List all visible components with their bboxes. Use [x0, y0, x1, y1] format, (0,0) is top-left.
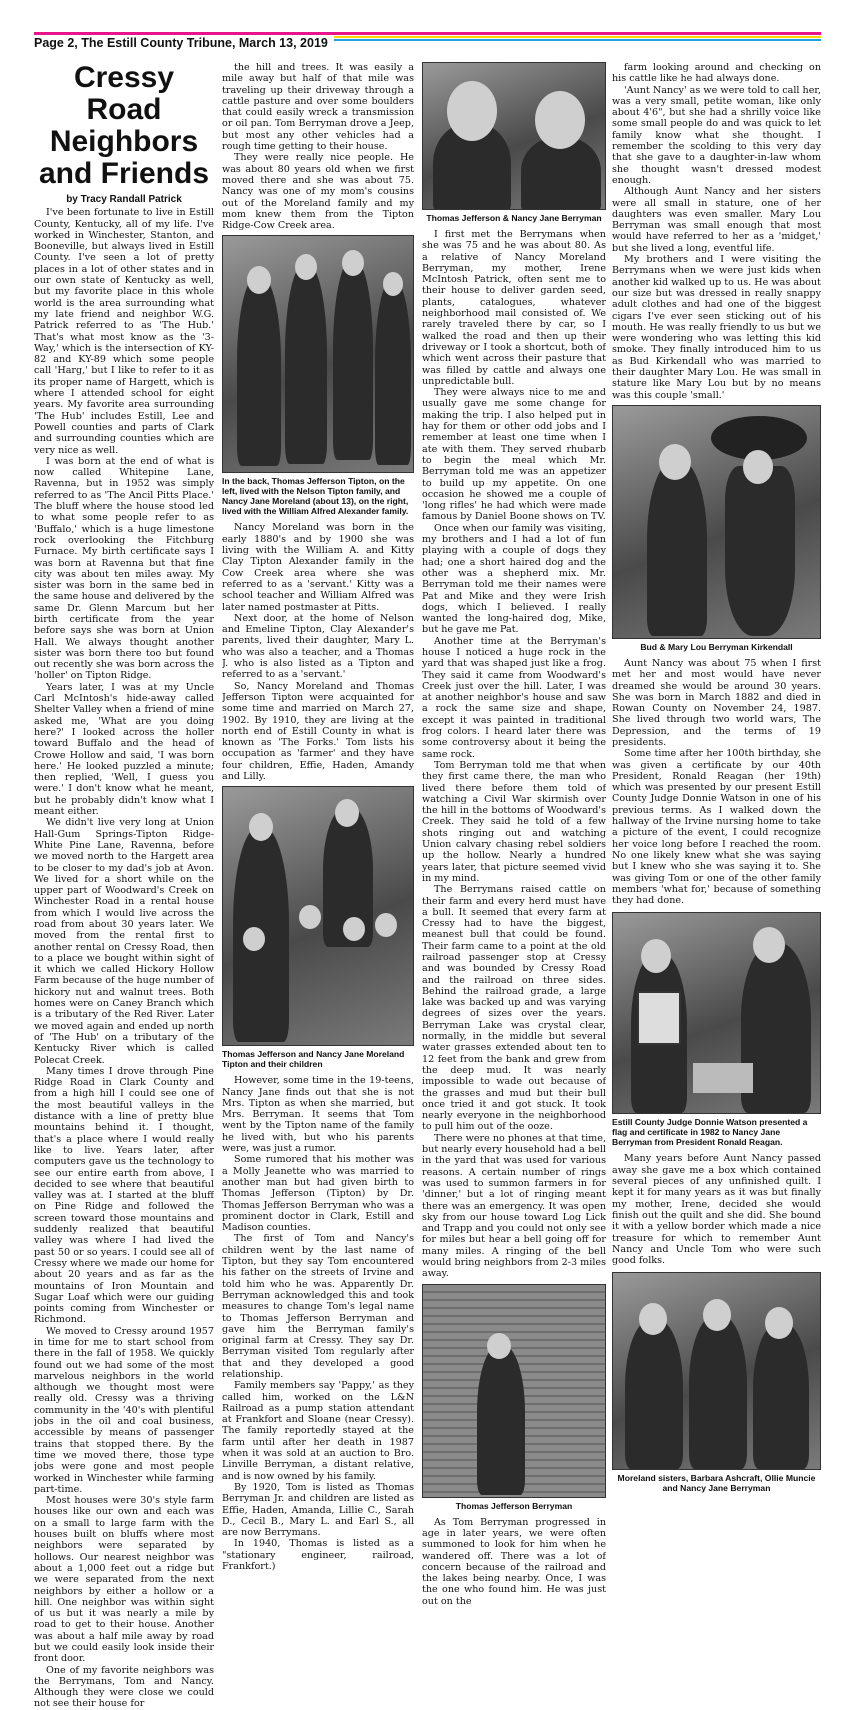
paragraph: 'Aunt Nancy' as we were told to call her, was a very small, petite woman, like only about 4'6", but she had a shrilly voice like some small people do and was quick to let family know what she thought. I remember the scolding to this very day that she gave to a daughter-in-law whom she thought wasn't dressed modest enough.	[612, 84, 821, 186]
paragraph: Nancy Moreland was born in the early 1880's and by 1900 she was living with the William A. and Kitty Clay Tipton Alexander family in the Cow Creek area where she was referred to as a 'servant.' Kitty was a school teacher and William Alfred was later named postmaster at Pitts.	[222, 522, 414, 613]
column-2-body-b	[222, 522, 414, 782]
paragraph: Years later, I was at my Uncle Carl McIntosh's hide-away called Shelter Valley when a friend of mine asked me, 'What are you doing here?' I looked across the holler toward Buffalo and the head of Crowe Hollow and said, 'I was born here.' He looked puzzled a minute; then replied, 'Well, I guess you were.' I don't know what he meant, but he probably didn't know what I meant either.	[34, 681, 214, 818]
photo-tipton-family-children	[222, 786, 414, 1046]
paragraph: So, Nancy Moreland and Thomas Jefferson Tipton were acquainted for some time and married on March 27, 1902. By 1910, they are living at the north end of Estill County in what is known as 'The Forks.' Tom lists his occupation as 'farmer' and they have four children, Effie, Haden, Amandy and Lilly.	[222, 680, 414, 782]
paragraph: Aunt Nancy was about 75 when I first met her and most would have never dreamed she would be around 30 years. She was born in March 1882 and died in Rowan County on November 24, 1987. She lived through two world wars, The Depression, and the terms of 19 presidents.	[612, 657, 821, 748]
photo-bud-mary-lou	[612, 405, 821, 639]
paragraph: I first met the Berrymans when she was 75 and he was about 80. As a relative of Nancy Moreland Berryman, my mother, Irene McIntosh Patrick, often sent me to their house to deliver garden seed, plants, catalogues, whatever neighborhood mail consisted of. We rarely traveled there by car, so I walked the road and then up their driveway or I took a shortcut, both of which went across their pasture that was filled by cattle and always one unpredictable bull.	[422, 229, 606, 387]
paragraph: Many years before Aunt Nancy passed away she gave me a box which contained several pieces of any unfinished quilt. I kept it for many years as it was but finally my mother, Irene, decided she would finish out the quilt and she did. She bound it with a yellow border which made a nice treasure for which to remember Aunt Nancy and Uncle Tom who were such good folks.	[612, 1153, 821, 1267]
paragraph: The first of Tom and Nancy's children went by the last name of Tipton, but they say Tom encountered his father on the streets of Irvine and told him who he was. Apparently Dr. Berryman acknowledged this and took measures to change Tom's legal name to Thomas Jefferson Berryman and gave him the Berryman family's original farm at Cressy. They say Dr. Berryman visited Tom regularly after that and they developed a good relationship.	[222, 1233, 414, 1380]
paragraph: Once when our family was visiting, my brothers and I had a lot of fun playing with a couple of dogs they had; one a short haired dog and the other was a shepherd mix. Mr. Berryman told me their names were Pat and Mike and they were Irish dogs, which I believed. I really wanted the long-haired dog, Mike, but he gave me Pat.	[422, 522, 606, 636]
caption-thomas-berryman: Thomas Jefferson Berryman	[455, 1500, 573, 1511]
caption-moreland-sisters: Moreland sisters, Barbara Ashcraft, Ollie Muncie and Nancy Jane Berryman	[617, 1473, 816, 1494]
header-rule-magenta	[34, 32, 821, 35]
photo-tipton-moreland-group	[222, 235, 414, 473]
paragraph: Most houses were 30's style farm houses like our own and each was on a small to large farm with the houses built on bluffs where most neighbors were separated by hollows. Our nearest neighbor was about a 1,000 feet out a ridge but we were separated from the next neighbors by either a hollow or a hill. One neighbor was within sight of us but it was nearly a mile by road to get to their house. Another was about a half mile away by road but we could easily look inside their front door.	[34, 1495, 214, 1665]
caption-tipton-moreland: In the back, Thomas Jefferson Tipton, on the left, lived with the Nelson Tipton family, and Nancy Jane Moreland (about 13), on the right, lived with the William Alfred Alexander family.	[222, 476, 409, 517]
caption-tipton-children: Thomas Jefferson and Nancy Jane Moreland Tipton and their children	[222, 1049, 405, 1070]
page-header	[34, 30, 821, 52]
paragraph: I've been fortunate to live in Estill County, Kentucky, all of my life. I've worked in Winchester, Stanton, and Booneville, but always lived in Estill County. I've seen a lot of pretty places in a lot of other states and in our own state of Kentucky as well, but my favorite place in this whole world is the area surrounding what my late friend and neighbor W.G. Patrick referred to as 'The Hub.' That's what most know as the '3-Way,' which is the intersection of KY-82 and KY-89 which some people call 'Harg,' but I like to refer to it as its proper name of Hargett, which is where I attended school for eight years. My favorite area surrounding 'The Hub' includes Estill, Lee and Powell counties and parts of Clark and surrounding counties which are very nice as well.	[34, 207, 214, 456]
byline: by Tracy Randall Patrick	[66, 194, 182, 205]
column-3	[422, 62, 606, 1607]
paragraph: We didn't live very long at Union Hall-Gum Springs-Tipton Ridge-White Pine Lane, Ravenna, before we moved north to the Hargett area to be closer to my dad's job at Avon. We lived for a short while on the upper part of Woodward's Creek on Winchester Road in a rental house from which I would live across the road from about 30 years later. We moved from the rental first to another rental on Cressy Road, then to a place we bought within sight of it which we called Hickory Hollow Farm because of the huge number of hickory nut and walnut trees. Both homes were on Caney Branch which is a tributary of the Red River. Later we moved again and ended up north of 'The Hub' on a tributary of the Kentucky River which is called Polecat Creek.	[34, 817, 214, 1066]
column-1-body	[34, 207, 214, 1709]
header-text: Page 2, The Estill County Tribune, March 13, 2019	[34, 36, 334, 50]
photo-thomas-berryman-house	[422, 1284, 606, 1498]
column-4-body-c	[612, 1153, 821, 1266]
paragraph: The Berrymans raised cattle on their farm and every herd must have a bull. It seemed that every farm at Cressy had to have the biggest, meanest bull that could be found. Their farm came to a point at the old railroad passenger stop at Cressy and was bounded by Cressy Road and the railroad on three sides. Behind the railroad grade, a large lake was backed up and was varying degrees of sizes over the years. Berryman Lake was crystal clear, normally, in the middle but several water grasses extended about ten to 12 feet from the bank and grew from the deep mud. It was nearly impossible to wade out because of the grasses and mud but their bull once tried it and got stuck. It took nearly everyone in the neighborhood to pull him out of the ooze.	[422, 884, 606, 1133]
paragraph: They were really nice people. He was about 80 years old when we first moved there and she was about 75. Nancy was one of my mom's cousins out of the Moreland family and my mom knew them from the Tipton Ridge-Cow Creek area.	[222, 152, 414, 232]
article-title: Cressy Road Neighbors and Friends	[38, 62, 210, 190]
paragraph: Family members say 'Pappy,' as they called him, worked on the L&N Railroad as a pump station attendant at Frankfort and Sloane (near Cressy). The family reportedly stayed at the farm until after her death in 1987 when it was sold at an auction to Bro. Linville Berryman, a distant relative, and is now owned by his family.	[222, 1380, 414, 1482]
column-1	[34, 62, 214, 1710]
caption-thomas-nancy: Thomas Jefferson & Nancy Jane Berryman	[426, 213, 602, 223]
paragraph: Some time after her 100th birthday, she was given a certificate by our 40th President, Ronald Reagan (her 19th) which was presented by our present Estill County Judge Donnie Watson in one of his previous terms. As I walked down the hallway of the Irvine nursing home to take a picture of the event, I could recognize her voice long before I reached the room. No one likely knew what she was saying but I knew who she was saying it to. She was giving Tom or one of the other family members 'what for,' because of something they had done.	[612, 748, 821, 907]
paragraph: Another time at the Berryman's house I noticed a huge rock in the yard that was shaped just like a frog. They said it came from Woodward's Creek just over the hill. Later, I was at another neighbor's house and saw a rock the same size and shape, except it was painted in traditional frog colors. I heard later there was some controversy about it being the same rock.	[422, 635, 606, 760]
paragraph: There were no phones at that time, but nearly every household had a bell in the yard that was used for various reasons. A certain number of rings was used to summon farmers in for 'dinner,' but a lot of ringing meant there was an emergency. It was open sky from our house toward Log Lick and Trapp and you could not only see for miles but hear a bell going off for many miles. A ringing of the bell would bring neighbors from 2-3 miles away.	[422, 1132, 606, 1280]
paragraph: As Tom Berryman progressed in age in later years, we were often summoned to look for him when he wandered off. There was a lot of concern because of the railroad and the lakes being nearby. Once, I was the one who found him. He was just out on the	[422, 1516, 606, 1607]
paragraph: I was born at the end of what is now called Whitepine Lane, Ravenna, but in 1952 was simply referred to as 'The Ancil Pitts Place.' The bluff where the house stood led to what some people refer to as 'Buffalo,' which is a huge limestone rock overlooking the Fitchburg Furnace. My birth certificate says I was born at Ravenna but that fine city was about ten miles away. My sister was born in the same bed in the same house and delivered by the same Dr. Glenn Marcum but her birth certificate from the year before says she was born at Union Hall. We always thought another sister was born there too but found out recently she was born across the 'holler' on Tipton Ridge.	[34, 455, 214, 682]
column-2-body-a	[222, 62, 414, 231]
paragraph: Next door, at the home of Nelson and Emeline Tipton, Clay Alexander's parents, lived their daughter, Mary L. who was also a teacher, and a Thomas J. who is also listed as a Tipton and referred to as a 'servant.'	[222, 612, 414, 681]
paragraph: My brothers and I were visiting the Berrymans when we were just kids when another kid walked up to us. He was about our size but was dressed in really snappy adult clothes and had one of the biggest cigars I've ever seen sticking out of his mouth. He was really friendly to us but we were wondering who was letting this kid smoke. They finally introduced him to us as Bud Kirkendall who was married to their daughter Mary Lou. He was small in stature like Mary Lou but by no means was this couple 'small.'	[612, 254, 821, 401]
column-4-body-a	[612, 62, 821, 401]
paragraph: In 1940, Thomas is listed as a "stationary engineer, railroad, Frankfort.)	[222, 1538, 414, 1573]
paragraph: They were always nice to me and usually gave me some change for making the trip. I also helped put in hay for them or other odd jobs and I remember at least one time when I ate with them. They served rhubarb to begin the meal which Mr. Berryman told me was an appetizer to build up my appetite. On one occasion he showed me a couple of 'long rifles' he had which were made famous by Daniel Boone shows on TV.	[422, 387, 606, 523]
column-2-body-c	[222, 1075, 414, 1572]
paragraph: farm looking around and checking on his cattle like he had always done.	[612, 62, 821, 85]
paragraph: Tom Berryman told me that when they first came there, the man who lived there before them told of watching a Civil War skirmish over the hill in the bottoms of Woodward's Creek. They said he told of a few shots ringing out and watching Union calvary chasing rebel soldiers up the hollow. Nearly a hundred years later, that picture seemed vivid in my mind.	[422, 759, 606, 884]
paragraph: Many times I drove through Pine Ridge Road in Clark County and from a high hill I could see one of the most beautiful valleys in the distance with a line of pretty blue mountains behind it. I thought, that's a place where I would really like to live. Years later, after computers gave us the technology to see our entire earth from above, I decided to see where that beautiful valley was at. I started at the bluff on Pine Ridge and followed the screen toward those mountains and suddenly realized that beautiful valley was where I had lived the past 50 or so years. I could see all of Cressy where we made our home for about 20 years and as far as the mountains of Iron Mountain and Sugar Loaf which were our guiding points coming from Winchester or Richmond.	[34, 1065, 214, 1326]
paragraph: One of my favorite neighbors was the Berrymans, Tom and Nancy. Although they were close we could not see their house for	[34, 1664, 214, 1710]
column-4-body-b	[612, 658, 821, 907]
column-3-body-b	[422, 1517, 606, 1607]
paragraph: Although Aunt Nancy and her sisters were all small in stature, one of her daughters was even smaller. Mary Lou Berryman was small enough that most would have referred to her as a 'midget,' but she lived a long, eventful life.	[612, 186, 821, 254]
photo-thomas-nancy-berryman	[422, 62, 606, 210]
photo-moreland-sisters	[612, 1272, 821, 1470]
photo-judge-watson-presentation	[612, 912, 821, 1114]
column-3-body-a	[422, 229, 606, 1280]
column-2	[222, 62, 414, 1572]
paragraph: the hill and trees. It was easily a mile away but half of that mile was traveling up their driveway through a cattle pasture and over some boulders that could easily wreck a transmission or oil pan. Tom Berryman drove a Jeep, but most any other vehicles had a rough time getting to their house.	[222, 62, 414, 153]
paragraph: By 1920, Tom is listed as Thomas Berryman Jr. and children are listed as Effie, Haden, Amanda, Lillie C., Sarah D., Cecil B., Mary L. and Earl S., all are now Berrymans.	[222, 1481, 414, 1539]
caption-judge-watson: Estill County Judge Donnie Watson presented a flag and certificate in 1982 to Nancy Jane Berryman from President Ronald Reagan.	[612, 1117, 808, 1148]
paragraph: Some rumored that his mother was a Molly Jeanette who was married to another man but had given birth to Thomas Jefferson (Tipton) by Dr. Thomas Jefferson Berryman who was a prominent doctor in Clark, Estill and Madison counties.	[222, 1154, 414, 1234]
column-4	[612, 62, 821, 1499]
caption-bud-mary-lou: Bud & Mary Lou Berryman Kirkendall	[640, 641, 793, 652]
paragraph: We moved to Cressy around 1957 in time for me to start school from there in the fall of 1958. We quickly found out we had some of the most marvelous neighbors in the world although we thought most were really old. Cressy was a thriving community in the '40's with plentiful jobs in the oil and coal business, accessible by means of passenger trains that stopped there. By the time we moved there, those type jobs were gone and most people worked in Winchester while farming part-time.	[34, 1325, 214, 1495]
paragraph: However, some time in the 19-teens, Nancy Jane finds out that she is not Mrs. Tipton as when she married, but Mrs. Berryman. It seems that Tom went by the Tipton name of the family he lived with, but who his parents were, was just a rumor.	[222, 1075, 414, 1155]
